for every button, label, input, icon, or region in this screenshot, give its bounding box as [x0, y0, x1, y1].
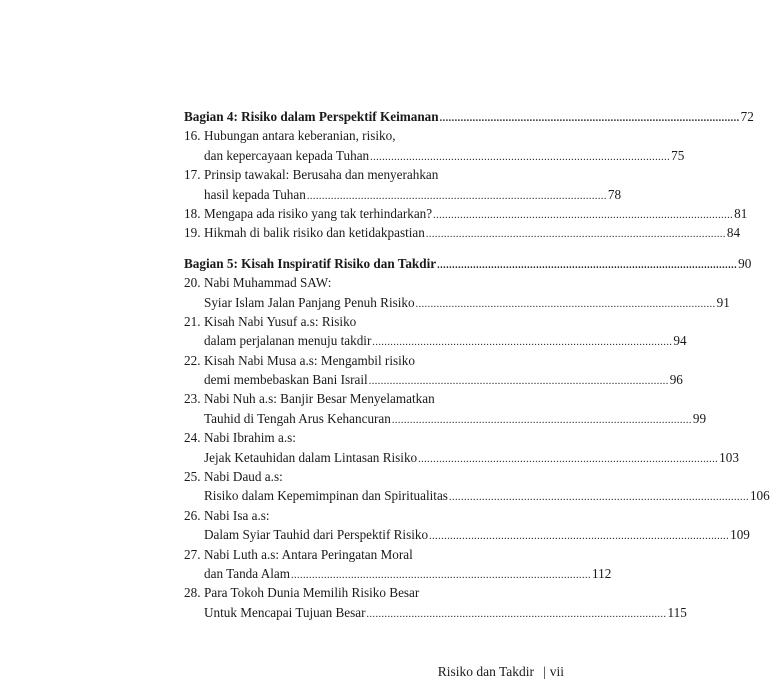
section-heading — [184, 107, 754, 126]
entry-number: 18. — [184, 205, 201, 221]
entry-number: 25. — [184, 469, 201, 485]
entry-page-number: 91 — [716, 294, 730, 310]
dot-leader: .................................................................................................... — [291, 569, 591, 581]
entry-number: 24. — [184, 430, 201, 446]
entry-page-number: 109 — [730, 527, 750, 543]
entry-title-line: demi membebaskan Bani Israil — [204, 372, 368, 388]
entry-page-number: 84 — [726, 225, 741, 241]
entry-page-number: 99 — [692, 410, 707, 426]
entry-number: 23. — [184, 391, 201, 407]
entry-page-number: 115 — [667, 604, 687, 620]
entry-title-line: Hubungan antara keberanian, risiko, — [204, 128, 396, 144]
entry-title-line: Risiko dalam Kepemimpinan dan Spiritualitas — [204, 488, 448, 504]
toc-entry-line — [184, 525, 750, 544]
footer-book-title: Risiko dan Takdir — [437, 664, 535, 679]
entry-title-line: Untuk Mencapai Tujuan Besar — [204, 604, 366, 620]
entry-title-line: dan kepercayaan kepada Tuhan — [204, 147, 370, 163]
section-heading — [184, 254, 752, 273]
entry-title-line: Syiar Islam Jalan Panjang Penuh Risiko — [204, 294, 415, 310]
entry-number: 20. — [184, 275, 201, 291]
entry-number: 21. — [184, 313, 201, 329]
dot-leader: .................................................................................................... — [372, 337, 673, 349]
toc-entry-line — [184, 146, 685, 165]
dot-leader: .................................................................................................... — [448, 492, 749, 504]
dot-leader: .................................................................................................... — [433, 209, 734, 221]
footer-separator: | — [543, 664, 546, 679]
toc-entry-line — [184, 223, 741, 242]
entry-title-line: dalam perjalanan menuju takdir — [204, 333, 372, 349]
toc-entry-line — [184, 293, 730, 312]
entry-title-line: Mengapa ada risiko yang tak terhindarkan? — [204, 205, 433, 221]
toc-entry-line — [184, 603, 687, 622]
toc-entry-line — [184, 351, 536, 370]
dot-leader: .................................................................................................... — [439, 113, 740, 124]
dot-leader: .................................................................................................... — [418, 453, 719, 465]
toc-entry-line — [184, 370, 683, 389]
entry-page-number: 81 — [734, 205, 748, 221]
entry-title-line: Kisah Nabi Musa a.s: Mengambil risiko — [204, 352, 415, 368]
toc-entry-line — [184, 126, 536, 145]
dot-leader: .................................................................................................... — [425, 229, 726, 241]
dot-leader: .................................................................................................... — [437, 259, 738, 271]
toc-entry-line — [184, 331, 687, 350]
entry-number: 17. — [184, 167, 201, 183]
entry-title-line: Nabi Luth a.s: Antara Peringatan Moral — [204, 546, 413, 562]
toc-entry-line — [184, 564, 612, 583]
entry-title-line: Dalam Syiar Tauhid dari Perspektif Risiko — [204, 527, 429, 543]
dot-leader: .................................................................................................... — [415, 298, 716, 310]
toc-entry-line — [184, 486, 770, 505]
table-of-contents — [184, 107, 770, 622]
toc-entry-line — [184, 409, 707, 428]
entry-page-number: 112 — [592, 565, 612, 581]
entry-page-number: 78 — [607, 186, 622, 202]
entry-number: 19. — [184, 225, 201, 241]
entry-title-line: Tauhid di Tengah Arus Kehancuran — [204, 410, 391, 426]
toc-entry-line — [184, 204, 748, 223]
entry-number: 26. — [184, 507, 201, 523]
toc-entry-line — [184, 428, 536, 447]
entry-title-line: hasil kepada Tuhan — [204, 186, 306, 202]
dot-leader: .................................................................................................... — [306, 190, 607, 202]
entry-page-number: 106 — [749, 488, 770, 504]
dot-leader: .................................................................................................... — [366, 608, 667, 620]
entry-number: 27. — [184, 546, 201, 562]
entry-page-number: 103 — [719, 449, 739, 465]
entry-page-number: 96 — [669, 372, 683, 388]
toc-entry-line — [184, 312, 536, 331]
footer-page-number: vii — [549, 664, 564, 679]
entry-title-line: Jejak Ketauhidan dalam Lintasan Risiko — [204, 449, 418, 465]
running-footer — [438, 664, 564, 680]
entry-number: 16. — [184, 128, 201, 144]
entry-title-line: Hikmah di balik risiko dan ketidakpastian — [204, 225, 425, 241]
dot-leader: .................................................................................................... — [370, 151, 671, 163]
entry-title-line: Nabi Ibrahim a.s: — [204, 430, 296, 446]
section-page-number: 90 — [738, 255, 752, 271]
toc-entry-line — [184, 448, 739, 467]
entry-page-number: 75 — [671, 147, 685, 163]
dot-leader: .................................................................................................... — [429, 531, 730, 543]
toc-entry-line — [184, 545, 536, 564]
toc-entry-line — [184, 389, 536, 408]
entry-title-line: Para Tokoh Dunia Memilih Risiko Besar — [204, 585, 420, 601]
toc-entry-line — [184, 185, 622, 204]
entry-title-line: Nabi Muhammad SAW: — [204, 275, 332, 291]
entry-title-line: Kisah Nabi Yusuf a.s: Risiko — [204, 313, 357, 329]
entry-title-line: Prinsip tawakal: Berusaha dan menyerahkan — [204, 167, 439, 183]
toc-entry-line — [184, 467, 536, 486]
dot-leader: .................................................................................................... — [391, 414, 692, 426]
toc-entry-line — [184, 583, 536, 602]
entry-page-number: 94 — [673, 333, 687, 349]
entry-title-line: Nabi Nuh a.s: Banjir Besar Menyelamatkan — [204, 391, 435, 407]
entry-title-line: Nabi Isa a.s: — [204, 507, 270, 523]
entry-title-line: dan Tanda Alam — [204, 565, 290, 581]
toc-entry-line — [184, 165, 536, 184]
toc-entry-line — [184, 273, 536, 292]
section-page-number: 72 — [740, 109, 754, 124]
entry-title-line: Nabi Daud a.s: — [204, 469, 283, 485]
entry-number: 22. — [184, 352, 201, 368]
entry-number: 28. — [184, 585, 201, 601]
section-title: Bagian 5: Kisah Inspiratif Risiko dan Takdir — [184, 255, 437, 271]
dot-leader: .................................................................................................... — [368, 376, 669, 388]
toc-entry-line — [184, 506, 536, 525]
section-title: Bagian 4: Risiko dalam Perspektif Keimanan — [184, 109, 439, 124]
